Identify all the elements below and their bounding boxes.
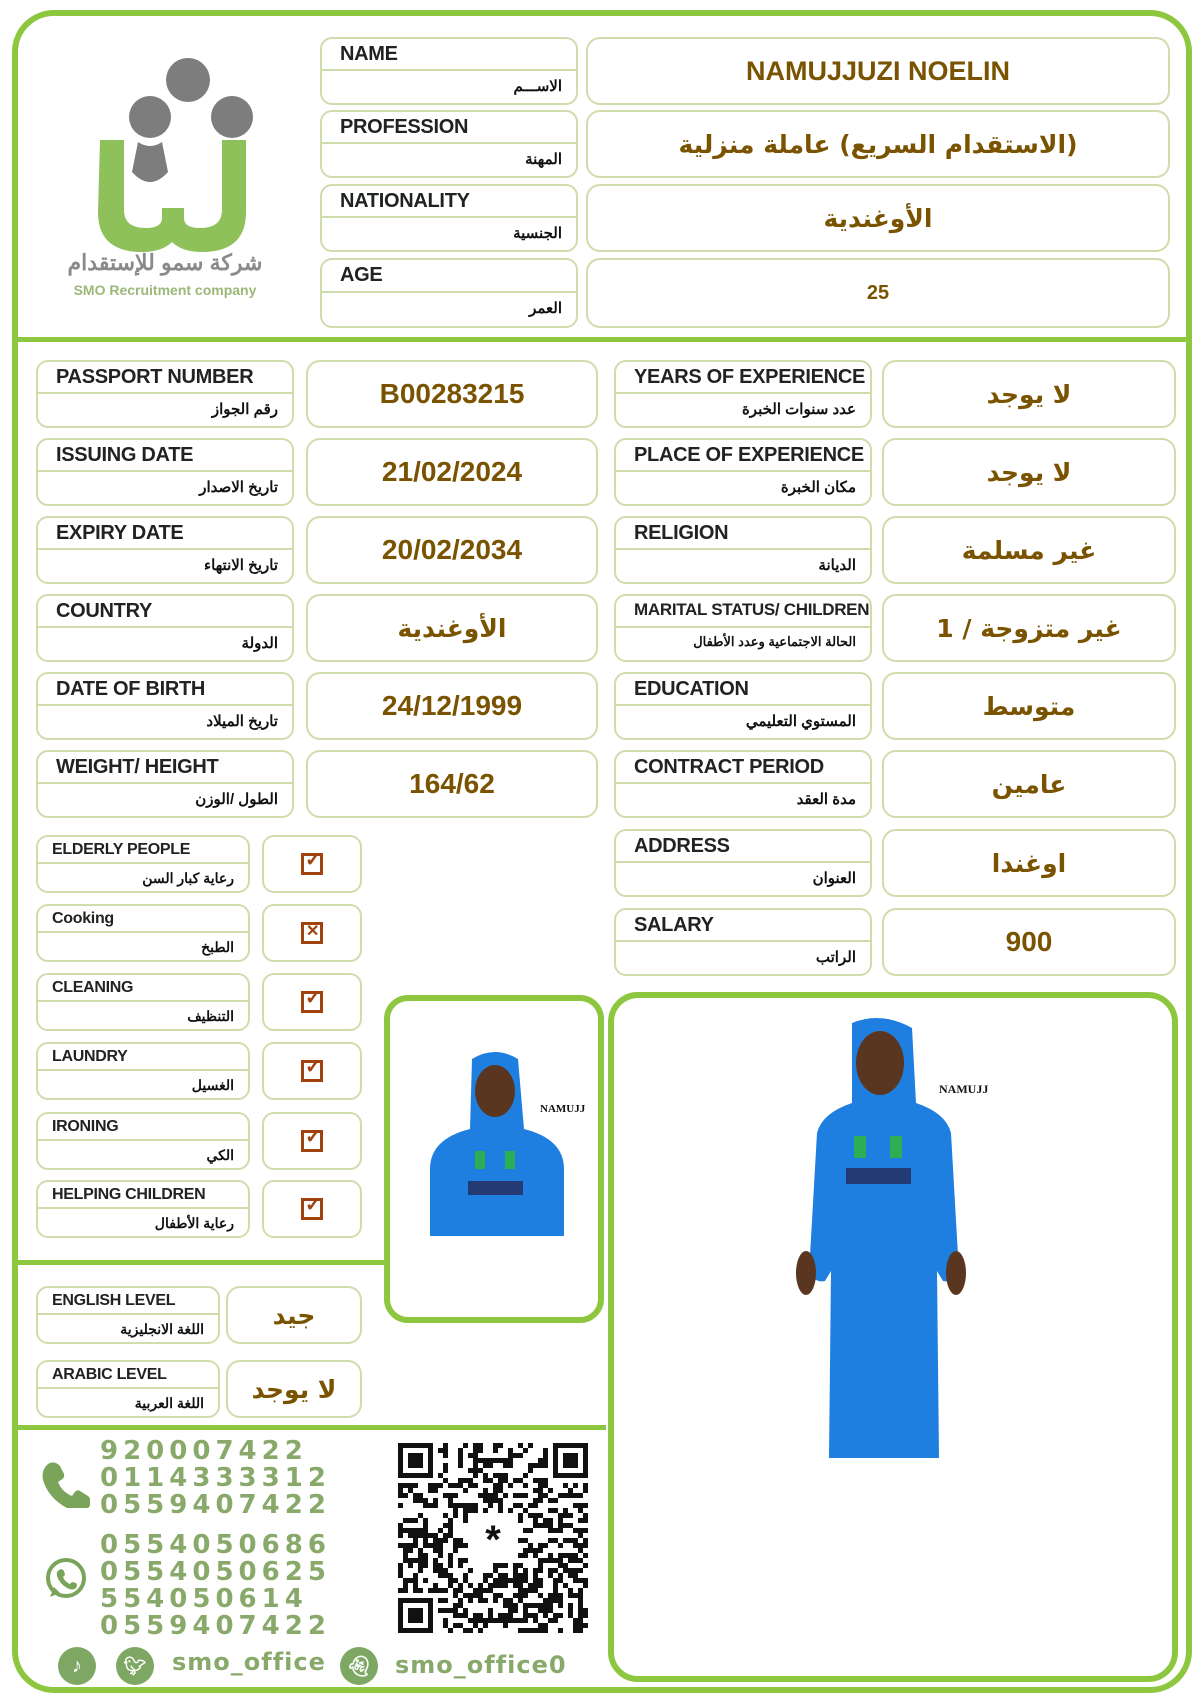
field-value: 20/02/2034 [306,516,598,584]
field-label-en: EXPIRY DATE [38,518,292,550]
checkmark-icon: ✓ [301,1130,323,1152]
nationality-label [320,184,578,252]
large-photo-caption: NAMUJJ [939,1082,989,1096]
field-label-ar: تاريخ الميلاد [206,713,278,730]
checkmark-icon: ✓ [301,1198,323,1220]
field-label-ar: تاريخ الاصدار [199,479,278,496]
whatsapp-number[interactable]: 0554050686 [100,1530,331,1560]
field-label-en: SALARY [616,910,870,942]
header-divider [16,337,1188,342]
company-logo [40,40,290,310]
field-label [614,750,872,818]
svg-text:*: * [485,1518,501,1562]
phone-number[interactable]: 0114333312 [100,1463,331,1493]
field-label [36,516,294,584]
age-label-ar: العمر [529,300,562,317]
field-value: 900 [882,908,1176,976]
nationality-label-en: NATIONALITY [322,186,576,218]
field-label-ar: الراتب [815,949,856,966]
field-value: الأوغندية [306,594,598,662]
small-photo-caption: NAMUJJ [540,1103,586,1115]
language-label-en: ARABIC LEVEL [38,1362,218,1389]
phone-number[interactable]: 0559407422 [100,1490,331,1520]
field-label-en: CONTRACT PERIOD [616,752,870,784]
company-name-en: SMO Recruitment company [73,282,257,298]
whatsapp-number[interactable]: 0559407422 [100,1611,331,1641]
field-label-en: RELIGION [616,518,870,550]
field-label [614,516,872,584]
skill-label-ar: الغسيل [191,1077,234,1093]
field-label-ar: مدة العقد [796,791,856,808]
skill-label-en: Cooking [38,906,248,933]
field-label-en: MARITAL STATUS/ CHILDREN [616,596,870,628]
field-label-ar: رقم الجواز [211,401,278,418]
nationality-value: الأوغندية [586,184,1170,252]
phone-numbers [100,1438,331,1519]
language-label-ar: اللغة العربية [134,1395,204,1411]
qr-code[interactable] [398,1443,588,1633]
field-value: 24/12/1999 [306,672,598,740]
tiktok-icon[interactable]: ♪ [58,1647,96,1685]
skill-label-ar: الكي [206,1147,234,1163]
field-value: اوغندا [882,829,1176,897]
field-label-ar: المستوي التعليمي [745,713,856,730]
snapchat-icon[interactable]: 👻︎ [340,1647,378,1685]
snapchat-handle[interactable]: smo_office0 [395,1651,567,1679]
profession-label-ar: المهنة [525,151,562,168]
field-value: لا يوجد [882,438,1176,506]
portrait-photo-small [420,1051,570,1236]
whatsapp-number[interactable]: 0554050625 [100,1557,331,1587]
skill-label [36,1042,250,1100]
whatsapp-icon [42,1555,90,1603]
field-label-en: ISSUING DATE [38,440,292,472]
language-label [36,1286,220,1344]
skills-divider [16,1260,386,1265]
skill-label-en: ELDERLY PEOPLE [38,837,248,864]
field-value: 21/02/2024 [306,438,598,506]
field-label-en: ADDRESS [616,831,870,863]
skill-label-ar: الطبخ [201,939,234,955]
skill-checkbox[interactable] [262,973,362,1031]
checkmark-icon: ✓ [301,1060,323,1082]
field-label-ar: الحالة الاجتماعية وعدد الأطفال [693,634,856,649]
nationality-label-ar: الجنسية [513,225,562,242]
name-value: NAMUJJUZI NOELIN [586,37,1170,105]
phone-number[interactable]: 920007422 [100,1436,308,1466]
field-label-en: YEARS OF EXPERIENCE [616,362,870,394]
field-label-ar: الدولة [241,635,278,652]
field-value: B00283215 [306,360,598,428]
skill-label-en: HELPING CHILDREN [38,1182,248,1209]
whatsapp-number[interactable]: 554050614 [100,1584,308,1614]
field-label-ar: العنوان [812,870,856,887]
language-label [36,1360,220,1418]
skill-label-en: CLEANING [38,975,248,1002]
skill-label-ar: التنظيف [187,1008,234,1024]
profession-label-en: PROFESSION [322,112,576,144]
language-label-ar: اللغة الانجليزية [120,1321,204,1337]
field-label [614,908,872,976]
field-label-en: WEIGHT/ HEIGHT [38,752,292,784]
social-handle[interactable]: smo_office [172,1648,326,1676]
field-label-en: EDUCATION [616,674,870,706]
skill-label [36,1180,250,1238]
skill-label-ar: رعاية كبار السن [142,870,234,886]
name-label-en: NAME [322,39,576,71]
age-value: 25 [586,258,1170,328]
field-label-ar: الديانة [818,557,856,574]
footer-divider [16,1425,606,1430]
skill-checkbox[interactable] [262,1042,362,1100]
skill-label-ar: رعاية الأطفال [154,1215,234,1231]
field-label-ar: مكان الخبرة [780,479,856,496]
field-value: لا يوجد [882,360,1176,428]
field-label-en: COUNTRY [38,596,292,628]
profession-label [320,110,578,178]
field-label [614,672,872,740]
cross-icon: ✕ [301,922,323,944]
checkmark-icon: ✓ [301,991,323,1013]
twitter-icon[interactable]: 🐦︎ [116,1647,154,1685]
field-label-ar: الطول /الوزن [195,791,278,808]
field-label [614,829,872,897]
field-label [36,438,294,506]
small-photo-frame [384,995,604,1323]
skill-label [36,835,250,893]
name-label-ar: الاســـم [513,78,562,95]
skill-label-en: IRONING [38,1114,248,1141]
field-value: 164/62 [306,750,598,818]
skill-label [36,1112,250,1170]
skill-label [36,973,250,1031]
whatsapp-numbers [100,1532,331,1640]
language-value: لا يوجد [226,1360,362,1418]
age-label-en: AGE [322,260,576,293]
field-label-en: PASSPORT NUMBER [38,362,292,394]
language-value: جيد [226,1286,362,1344]
skill-checkbox[interactable] [262,835,362,893]
field-label [614,438,872,506]
field-label-ar: تاريخ الانتهاء [204,557,278,574]
field-label-en: DATE OF BIRTH [38,674,292,706]
language-label-en: ENGLISH LEVEL [38,1288,218,1315]
field-value: غير مسلمة [882,516,1176,584]
skill-checkbox[interactable] [262,1112,362,1170]
field-value: عامين [882,750,1176,818]
field-label [36,672,294,740]
field-label [36,750,294,818]
field-value: متوسط [882,672,1176,740]
large-photo-frame [608,992,1178,1682]
skill-checkbox[interactable] [262,1180,362,1238]
company-name-ar: شركة سمو للإستقدام [67,250,263,275]
age-label [320,258,578,328]
field-label-ar: عدد سنوات الخبرة [741,401,856,418]
field-label [614,360,872,428]
profession-value: (الاستقدام السريع) عاملة منزلية [586,110,1170,178]
skill-label-en: LAUNDRY [38,1044,248,1071]
field-value: غير متزوجة / 1 [882,594,1176,662]
field-label-en: PLACE OF EXPERIENCE [616,440,870,472]
name-label [320,37,578,105]
logo-mark-icon [40,40,290,255]
checkmark-icon: ✓ [301,853,323,875]
phone-icon [40,1458,90,1508]
skill-checkbox[interactable] [262,904,362,962]
field-label [36,360,294,428]
field-label [36,594,294,662]
skill-label [36,904,250,962]
field-label [614,594,872,662]
